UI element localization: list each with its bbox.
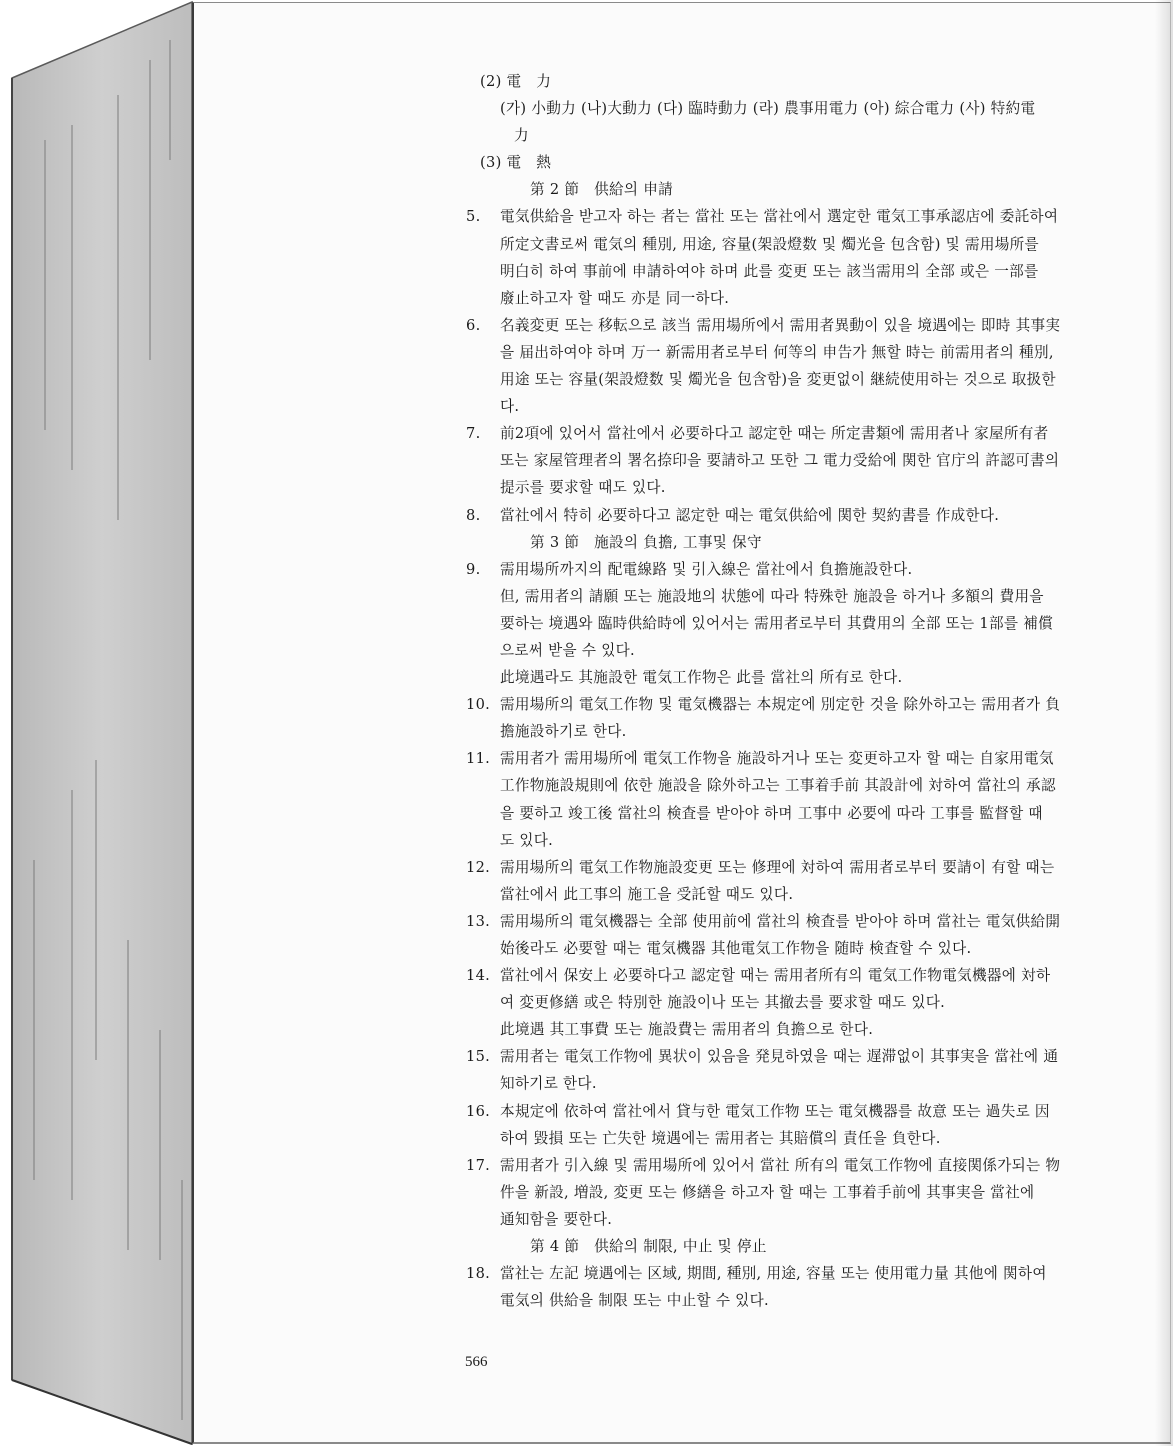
section-2-title: 第 2 節 供給의 申請 — [530, 181, 674, 199]
article-number: 16. — [466, 1102, 491, 1120]
section-4-title: 第 4 節 供給의 制限, 中止 및 停止 — [530, 1238, 767, 1256]
article-number: 12. — [466, 858, 491, 876]
article-number: 7. — [466, 425, 481, 443]
article-text: 工作物施設規則에 依한 施設을 除外하고는 工事着手前 其設計에 対하여 當社의 承認 — [500, 777, 1056, 795]
article-text: 當社에서 保安上 必要하다고 認定할 때는 需用者所有의 電気工作物電気機器에 対하 — [500, 967, 1051, 985]
book-page-edges — [0, 0, 200, 1446]
article-15 — [466, 1043, 1134, 1097]
article-number: 11. — [466, 750, 491, 768]
article-text: 所定文書로써 電気의 種別, 用途, 容量(架設燈数 및 燭光을 包含함) 및 需用場所를 — [500, 235, 1039, 253]
article-text: 需用場所의 電気機器는 全部 使用前에 當社의 検査를 받아야 하며 當社는 電気供給開 — [500, 912, 1061, 930]
article-text: 需用者가 引入線 및 需用場所에 있어서 當社 所有의 電気工作物에 直接関係가되는 物 — [500, 1156, 1061, 1174]
article-17 — [466, 1152, 1134, 1233]
article-number: 10. — [466, 696, 491, 714]
article-text: 本規定에 依하여 當社에서 貸与한 電気工作物 또는 電気機器를 故意 또는 過失로 因 — [500, 1102, 1050, 1120]
article-text: 電気의 供給을 制限 또는 中止할 수 있다. — [500, 1292, 769, 1310]
article-text: 다. — [500, 398, 520, 416]
article-text: 需用場所의 電気工作物施設変更 또는 修理에 対하여 需用者로부터 要請이 有할 때는 — [500, 858, 1055, 876]
page-shadow — [1155, 0, 1173, 1446]
article-text: 을 届出하여야 하며 万一 新需用者로부터 何等의 申告가 無할 時는 前需用者의 種別, — [500, 343, 1054, 361]
article-text: 需用場所의 電気工作物 및 電気機器는 本規定에 別定한 것을 除外하고는 需用者가 負 — [500, 696, 1061, 714]
article-9 — [466, 556, 1134, 691]
article-text: 此境遇 其工事費 또는 施設費는 需用者의 負擔으로 한다. — [500, 1021, 874, 1039]
page-number: 566 — [465, 1354, 488, 1370]
article-text: 要하는 境遇와 臨時供給時에 있어서는 需用者로부터 其費用의 全部 또는 1部를 補償 — [500, 614, 1053, 632]
section-3-title: 第 3 節 施設의 負擔, 工事및 保守 — [530, 533, 762, 551]
section-heading-power: (2) 電 力 — [480, 73, 552, 90]
article-text: 電気供給을 받고자 하는 者는 當社 또는 當社에서 選定한 電気工事承認店에 委託하여 — [500, 208, 1059, 226]
article-5 — [466, 203, 1134, 311]
article-text: 名義変更 또는 移転으로 該当 需用場所에서 需用者異動이 있을 境遇에는 即時 其事実 — [500, 316, 1061, 334]
article-number: 9. — [466, 560, 481, 578]
article-8 — [466, 502, 1134, 529]
article-text: 知하기로 한다. — [500, 1075, 597, 1093]
article-text: 需用者가 需用場所에 電気工作物을 施設하거나 또는 変更하고자 할 때는 自家用電気 — [500, 750, 1054, 768]
article-text: 으로써 받을 수 있다. — [500, 641, 635, 659]
article-11 — [466, 745, 1134, 853]
article-6 — [466, 312, 1134, 420]
article-text: 需用場所까지의 配電線路 및 引入線은 當社에서 負擔施設한다. — [500, 560, 913, 578]
article-text: 도 있다. — [500, 831, 554, 849]
article-text: 始後라도 必要할 때는 電気機器 其他電気工作物을 随時 検査할 수 있다. — [500, 940, 972, 957]
article-number: 6. — [466, 316, 481, 334]
article-text: 當社에서 此工事의 施工을 受託할 때도 있다. — [500, 885, 794, 903]
article-text: 需用者는 電気工作物에 異状이 있음을 発見하였을 때는 遅滞없이 其事実을 當社에 通 — [500, 1048, 1059, 1066]
article-text: 明白히 하여 事前에 申請하여야 하며 此를 変更 또는 該当需用의 全部 或은 一部를 — [500, 262, 1039, 280]
article-18 — [466, 1260, 1134, 1314]
article-text: 當社에서 特히 必要하다고 認定한 때는 電気供給에 関한 契約書를 作成한다. — [500, 506, 1000, 524]
article-number: 8. — [466, 506, 481, 524]
article-text: 通知함을 要한다. — [500, 1210, 613, 1228]
article-number: 14. — [466, 967, 491, 985]
article-12 — [466, 854, 1134, 908]
power-items-line-1: (가) 小動力 (나)大動力 (다) 臨時動力 (라) 農事用電力 (아) 綜合電力 (사) 特約電 — [500, 100, 1036, 118]
article-text: 하여 毀損 또는 亡失한 境遇에는 需用者는 其賠償의 責任을 負한다. — [500, 1129, 941, 1147]
document-body — [466, 68, 1134, 1314]
article-number: 15. — [466, 1048, 491, 1066]
power-items-line-2: 力 — [514, 127, 529, 145]
article-16 — [466, 1098, 1134, 1152]
article-text: 擔施設하기로 한다. — [500, 723, 627, 741]
article-text: 用途 또는 容量(架設燈数 및 燭光을 包含함)을 変更없이 継続使用하는 것으로 取扱한 — [500, 371, 1056, 389]
article-number: 5. — [466, 208, 481, 226]
article-text: 提示를 要求할 때도 있다. — [500, 479, 666, 497]
article-number: 13. — [466, 912, 491, 930]
article-text: 當社는 左記 境遇에는 区域, 期間, 種別, 用途, 容量 또는 使用電力量 其他에 関하여 — [500, 1265, 1047, 1283]
article-text: 廢止하고자 할 때도 亦是 同一하다. — [500, 289, 730, 307]
article-13 — [466, 908, 1134, 962]
article-text: 을 要하고 竣工後 當社의 検査를 받아야 하며 工事中 必要에 따라 工事를 監督할 때 — [500, 804, 1043, 822]
article-text: 前2項에 있어서 當社에서 必要하다고 認定한 때는 所定書類에 需用者나 家屋所有者 — [500, 425, 1049, 443]
article-text: 此境遇라도 其施設한 電気工作物은 此를 當社의 所有로 한다. — [500, 669, 903, 687]
article-text: 또는 家屋管理者의 署名捺印을 要請하고 또한 그 電力受給에 関한 官庁의 許認可書의 — [500, 452, 1060, 470]
article-text: 件을 新設, 増設, 変更 또는 修繕을 하고자 할 때는 工事着手前에 其事実을 當社에 — [500, 1183, 1035, 1201]
article-number: 17. — [466, 1156, 491, 1174]
section-heading-heat: (3) 電 熱 — [480, 154, 552, 172]
article-text: 여 変更修繕 或은 特別한 施設이나 또는 其撤去를 要求할 때도 있다. — [500, 994, 946, 1012]
article-text: 但, 需用者의 請願 또는 施設地의 状態에 따라 特殊한 施設을 하거나 多額의 費用을 — [500, 587, 1044, 605]
article-10 — [466, 691, 1134, 745]
article-7 — [466, 420, 1134, 501]
article-14 — [466, 962, 1134, 1043]
article-number: 18. — [466, 1265, 491, 1283]
